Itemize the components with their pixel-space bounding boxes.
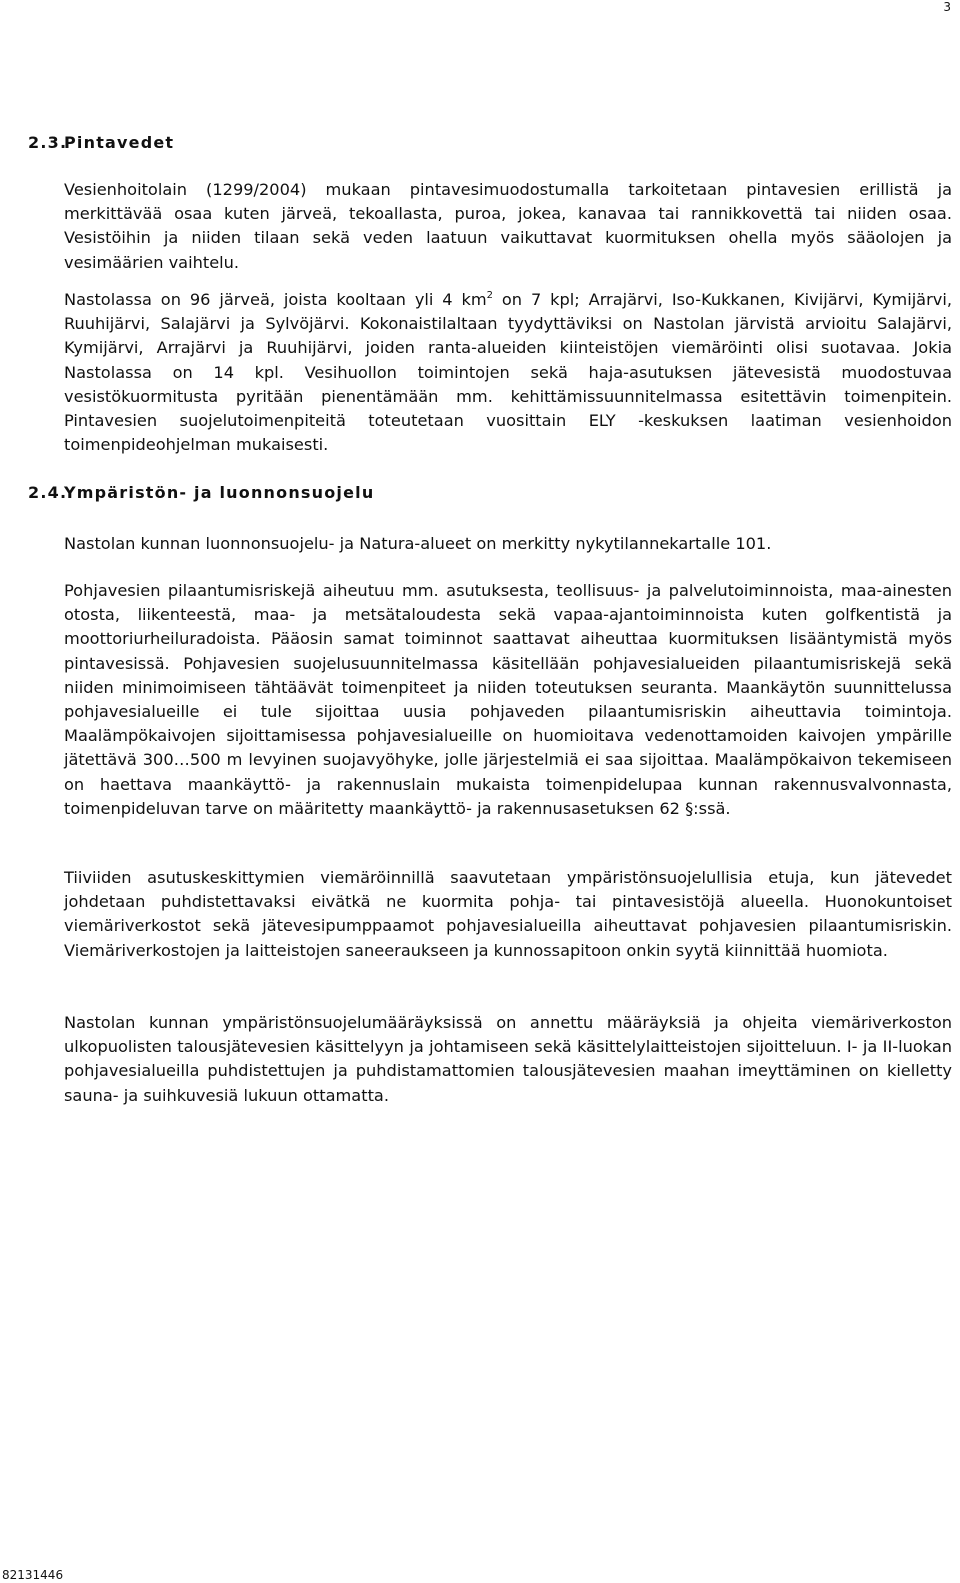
paragraph-groundwater-risks: Pohjavesien pilaantumisriskejä aiheutuu mm. asutuksesta, teollisuus- ja palvelutoiminnoista, maa-ainesten otosta, liikenteestä, maa- ja metsätaloudesta sekä vapaa-ajantoiminnoista kuten golfkentistä ja moottoriurheiluradoista. Pääosin samat toiminnot saattavat aiheuttaa kuormituksen lisääntymistä myös pintavesissä. Pohjavesien suojelusuunnitelmassa käsitellään pohjavesialueiden pilaantumisriskejä sekä niiden minimoimiseen tähtäävät toimenpiteet ja niiden toteutuksen seuranta. Maankäytön suunnittelussa pohjavesialueille ei tule sijoittaa uusia pohjaveden pilaantumisriskin aiheuttavia toimintoja. Maalämpökaivojen sijoittamisessa pohjavesialueille on huomioitava vedenottamoiden kaivojen ympärille jätettävä 300…500 m levyinen suojavyöhyke, jolle järjestelmiä ei saa sijoittaa. Maalämpökaivon tekemiseen on haettava maankäyttö- ja rakennuslain mukaista toimenpidelupaa kunnan rakennusvalvonnasta, toimenpideluvan tarve on määritetty maankäyttö- ja rakennusasetuksen 62 §:ssä. [64, 581, 952, 818]
section-title: Ympäristön- ja luonnonsuojelu [64, 483, 375, 502]
lakes-text-rest: on 7 kpl; Arrajärvi, Iso-Kukkanen, Kivijärvi, Kymijärvi, Ruuhijärvi, Salajärvi ja Sylvöjärvi. Kokonaistilaltaan tyydyttäviksi on Nastolan järvistä arvioitu Salajärvi, Kymijärvi, Arrajärvi ja Ruuhijärvi, joiden ranta-alueiden kiinteistöjen viemäröinti olisi suotavaa. Jokia Nastolassa on 14 kpl. Vesihuollon toimintojen sekä haja-asutuksen jätevesistä muodostuvaa vesistökuormitusta pyritään pienentämään mm. kehittämissuunnitelmassa esitettävin toimenpitein. Pintavesien suojelutoimenpiteitä toteutetaan vuosittain ELY -keskuksen laatiman vesienhoidon toimenpideohjelman mukaisesti. [64, 290, 952, 455]
paragraph-lakes [64, 288, 952, 457]
superscript-2: 2 [486, 290, 493, 301]
section-number: 2.4. [28, 483, 68, 502]
page-number: 3 [943, 0, 951, 14]
paragraph-environmental-regulations: Nastolan kunnan ympäristönsuojelumääräyksissä on annettu määräyksiä ja ohjeita viemäriverkoston ulkopuolisten talousjätevesien käsittelyyn ja johtamiseen sekä käsittelylaitteistojen sijoitteluun. I- ja II-luokan pohjavesialueilla puhdistettujen ja puhdistamattomien talousjätevesien maahan imeyttäminen on kielletty sauna- ja suihkuvesiä lukuun ottamatta. [64, 1013, 952, 1105]
paragraph-nature-reserves: Nastolan kunnan luonnonsuojelu- ja Natura-alueet on merkitty nykytilannekartalle 101. [64, 534, 772, 553]
paragraph-sewerage: Tiiviiden asutuskeskittymien viemäröinnillä saavutetaan ympäristönsuojelullisia etuja, kun jätevedet johdetaan puhdistettavaksi eivätkä ne kuormita pohja- tai pintavesistöjä alueella. Huonokuntoiset viemäriverkostot sekä jätevesipumppaamot pohjavesialueilla aiheuttavat pohjavesien pilaantumisriskin. Viemäriverkostojen ja laitteistojen saneeraukseen ja kunnossapitoon onkin syytä kiinnittää huomiota. [64, 868, 952, 960]
document-id: 82131446 [2, 1568, 64, 1582]
section-number: 2.3. [28, 133, 68, 152]
section-title: Pintavedet [64, 133, 175, 152]
paragraph-surface-waters-definition: Vesienhoitolain (1299/2004) mukaan pintavesimuodostumalla tarkoitetaan pintavesien erillistä ja merkittävää osaa kuten järveä, tekoallasta, puroa, jokea, kanavaa tai rannikkovettä tai niiden osaa. Vesistöihin ja niiden tilaan sekä veden laatuun vaikuttavat kuormituksen ohella myös sääolojen ja vesimäärien vaihtelu. [64, 180, 952, 272]
lakes-text-start: Nastolassa on 96 järveä, joista kooltaan yli 4 km [64, 290, 487, 309]
